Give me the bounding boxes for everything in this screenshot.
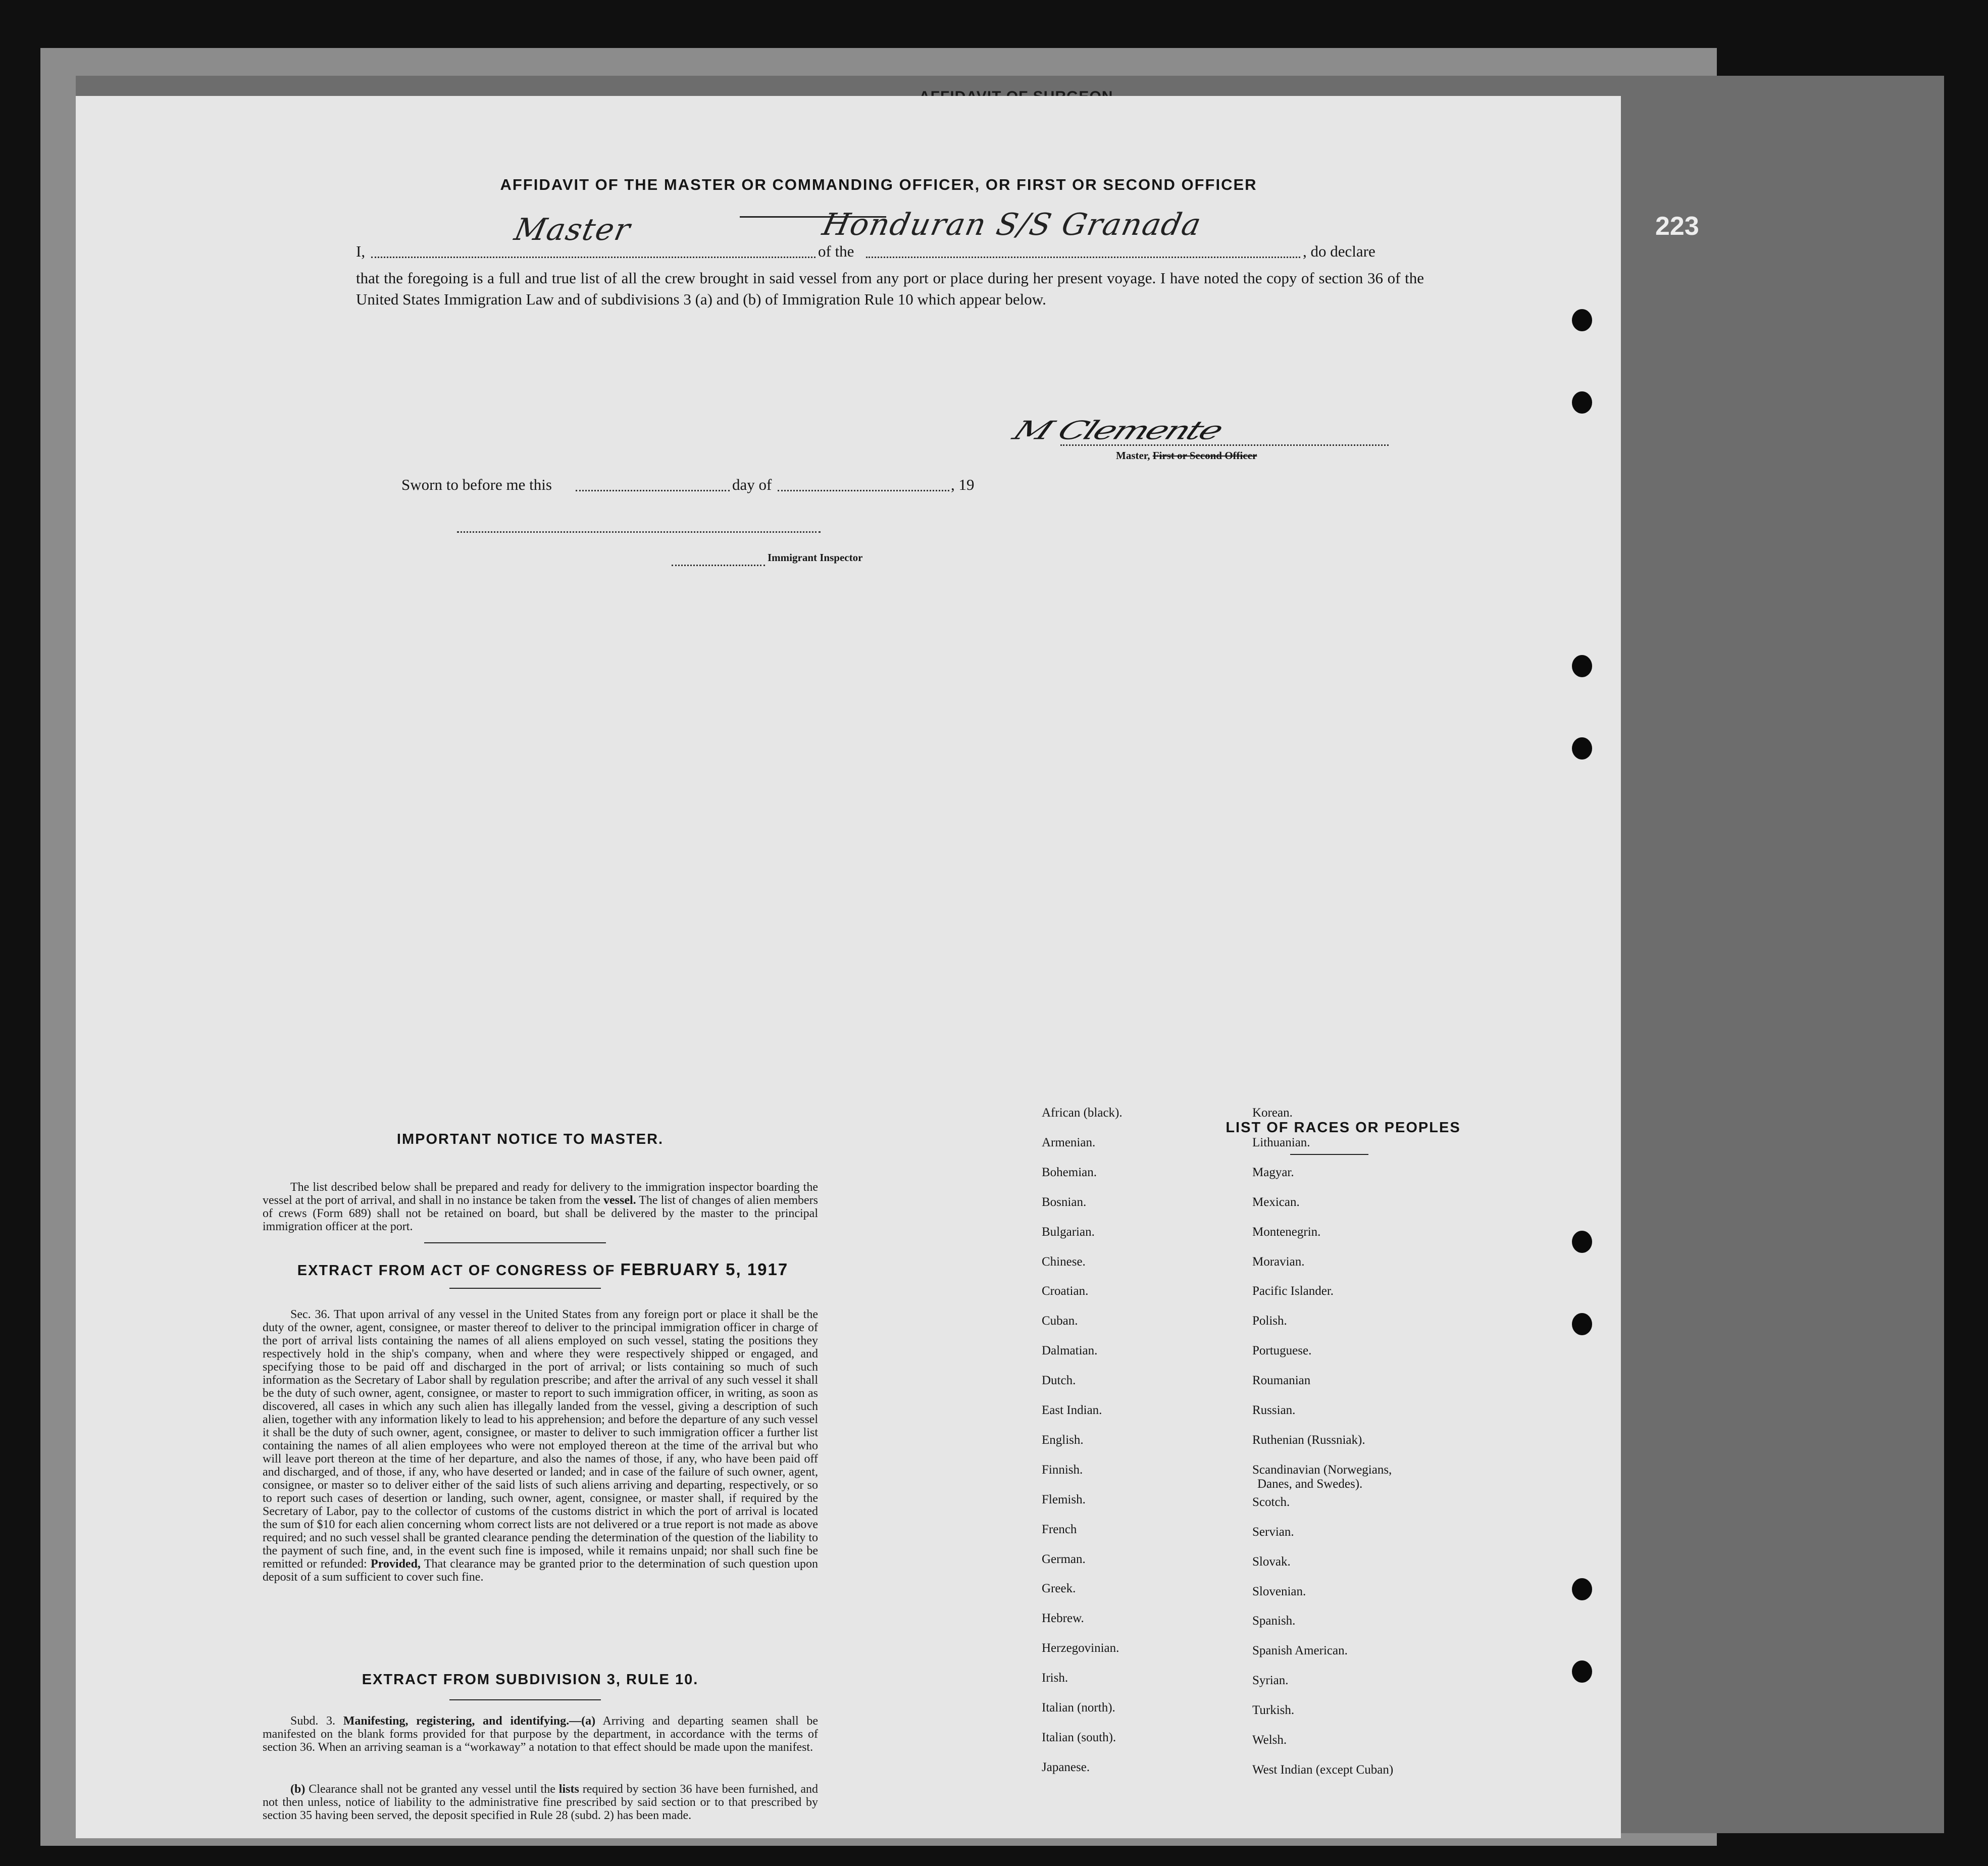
notice-heading: IMPORTANT NOTICE TO MASTER.: [396, 1131, 664, 1147]
race-item: Croatian.: [1042, 1284, 1089, 1298]
race-item: Spanish.: [1252, 1614, 1296, 1628]
extract-act-heading-text: EXTRACT FROM ACT OF CONGRESS OF: [297, 1263, 616, 1279]
subd-b-bold: (b): [290, 1783, 305, 1796]
subd-b-body-2: required by section 36 have been furnished, and not then unless, notice of liability to the administrative fine prescribed by said section or to that prescribed by section 35 having been served, the deposit specified in Rule 28 (subd. 2) has been made.: [263, 1783, 819, 1822]
declaration-statement: that the foregoing is a full and true list of all the crew brought in said vessel from any port or place during her present voyage. I have noted the copy of section 36 of the United States Immigration Law and of subdivisions 3 (a) and (b) of Immigration Rule 10 which appear below.: [356, 269, 1424, 308]
signature-caption-struck: First or Second Officer: [1152, 449, 1257, 462]
race-item: Scotch.: [1252, 1495, 1290, 1509]
page-number: 223: [1655, 212, 1699, 241]
race-item: French: [1042, 1523, 1077, 1536]
race-item: Korean.: [1252, 1106, 1293, 1120]
vessel-blank: [866, 257, 1300, 258]
race-item: Chinese.: [1042, 1255, 1086, 1269]
binder-hole: [1572, 737, 1592, 760]
race-item: Bohemian.: [1042, 1166, 1097, 1179]
binder-hole: [1572, 1231, 1592, 1253]
vessel-name-handwritten: Honduran S/S Granada: [819, 207, 1205, 242]
race-item: Slovenian.: [1252, 1585, 1306, 1598]
inspector-signature-line: [457, 531, 821, 533]
race-item: Greek.: [1042, 1582, 1076, 1595]
subd-b-body-1: Clearance shall not be granted any vessel until the: [309, 1783, 555, 1796]
notice-text-1: The list described below shall be prepared and ready for delivery to the immigration inspector boarding the vessel at the port of arrival, and shall in no instance be taken from the: [263, 1181, 818, 1207]
i-prefix: I,: [356, 242, 366, 260]
race-item: Irish.: [1042, 1671, 1068, 1685]
affidavit-sheet: [76, 96, 1621, 1838]
section-36-text: [263, 1308, 818, 1584]
race-item: Mexican.: [1252, 1195, 1300, 1209]
binder-hole: [1572, 309, 1592, 331]
notice-body: [263, 1181, 818, 1233]
subd-a-bold: Manifesting, registering, and identifying.—(a): [343, 1714, 596, 1728]
race-item: Roumanian: [1252, 1374, 1311, 1387]
extract-act-heading-date: FEBRUARY 5, 1917: [620, 1260, 789, 1279]
sworn-label: Sworn to before me this: [401, 476, 552, 493]
subd-prefix: Subd. 3.: [290, 1714, 336, 1728]
race-item: Flemish.: [1042, 1493, 1086, 1506]
master-name-handwritten: Master: [511, 212, 634, 247]
extract-rule-heading: EXTRACT FROM SUBDIVISION 3, RULE 10.: [362, 1672, 699, 1688]
race-item: Finnish.: [1042, 1463, 1083, 1477]
subdivision-a-text: [263, 1714, 818, 1754]
subd-b-lists: lists: [558, 1783, 579, 1796]
binder-hole: [1572, 391, 1592, 414]
race-item: Hebrew.: [1042, 1611, 1084, 1625]
race-item: German.: [1042, 1552, 1086, 1566]
name-blank: [371, 257, 815, 258]
race-item: Montenegrin.: [1252, 1225, 1321, 1239]
race-item: West Indian (except Cuban): [1252, 1763, 1394, 1777]
race-item: Italian (north).: [1042, 1701, 1115, 1714]
extract-act-divider: [449, 1288, 601, 1289]
sworn-day-blank: [576, 490, 730, 491]
day-of-label: day of: [732, 476, 772, 493]
affidavit-title: AFFIDAVIT OF THE MASTER OR COMMANDING OFFICER, OR FIRST OR SECOND OFFICER: [500, 176, 1257, 193]
extract-rule-divider: [449, 1699, 601, 1700]
inspector-label: Immigrant Inspector: [768, 551, 863, 564]
race-item: Armenian.: [1042, 1136, 1096, 1149]
race-item: Portuguese.: [1252, 1344, 1312, 1357]
of-the-label: of the: [818, 242, 854, 260]
signature-line: [1060, 444, 1389, 446]
signature-caption-master: Master,: [1116, 449, 1150, 462]
binder-hole: [1572, 655, 1592, 677]
race-item: Herzegovinian.: [1042, 1641, 1119, 1655]
race-item: East Indian.: [1042, 1403, 1102, 1417]
race-item: Spanish American.: [1252, 1644, 1348, 1657]
inspector-short-line: [672, 565, 765, 566]
race-item: Turkish.: [1252, 1703, 1295, 1717]
race-item: Russian.: [1252, 1403, 1296, 1417]
extract-act-heading: [260, 1260, 826, 1279]
binder-hole: [1572, 1578, 1592, 1600]
race-item: Japanese.: [1042, 1760, 1090, 1774]
sworn-month-blank: [778, 490, 949, 491]
race-item: Bosnian.: [1042, 1195, 1087, 1209]
race-item: Cuban.: [1042, 1314, 1078, 1328]
races-heading: LIST OF RACES OR PEOPLES: [1226, 1120, 1461, 1136]
race-item: African (black).: [1042, 1106, 1123, 1120]
subdivision-b-text: [263, 1783, 818, 1822]
race-item: Welsh.: [1252, 1733, 1287, 1747]
notice-text-bold: vessel.: [603, 1194, 636, 1207]
race-item: Italian (south).: [1042, 1731, 1116, 1744]
race-item: Danes, and Swedes).: [1257, 1477, 1363, 1491]
race-item: Bulgarian.: [1042, 1225, 1095, 1239]
section-36-proviso: That clearance may be granted prior to the determination of such question upon deposit of a sum sufficient to cover such fine.: [263, 1557, 819, 1584]
binder-hole: [1572, 1660, 1592, 1683]
signature-caption: [1116, 449, 1257, 462]
races-divider: [1290, 1154, 1368, 1155]
race-item: Polish.: [1252, 1314, 1287, 1328]
race-item: Slovak.: [1252, 1555, 1291, 1569]
master-signature: M Clemente: [1008, 415, 1227, 445]
race-item: Ruthenian (Russniak).: [1252, 1433, 1365, 1447]
race-item: English.: [1042, 1433, 1084, 1447]
race-item: Lithuanian.: [1252, 1136, 1310, 1149]
race-item: Servian.: [1252, 1525, 1294, 1539]
sworn-line: [401, 476, 1108, 498]
section-36-body: Sec. 36. That upon arrival of any vessel in the United States from any foreign port or place it shall be the duty of the owner, agent, consignee, or master thereof to deliver to the principal immigration officer in charge of the port of arrival lists containing the names of all aliens employed on such vessel, stating the positions they respectively hold in the ship's company, when and where they were respectively shipped or engaged, and specifying those to be paid off and discharged in the port of arrival; or lists containing so much of such information as the Secretary of Labor shall by regulation prescribe; and after the arrival of any such vessel it shall be the duty of such owner, agent, consignee, or master to report to such immigration officer, in writing, as soon as discovered, all cases in which any such alien has illegally landed from the vessel, giving a description of such alien, together with any information likely to lead to his apprehension; and before the departure of any such vessel it shall be the duty of such owner, agent, consignee, or master to deliver to such immigration officer a further list containing the names of all alien employees who were not employed thereon at the time of the arrival but who will leave port thereon at the time of her departure, and also the names of those, if any, who have been paid off and discharged, and of those, if any, who have deserted or landed; and in case of the failure of such owner, agent, consignee, or master so to deliver either of the said lists of such aliens arriving and departing, respectively, or so to report such cases of desertion or landing, such owner, agent, consignee, or master shall, if required by the Secretary of Labor, pay to the collector of customs of the customs district in which the port of arrival is located the sum of $10 for each alien concerning whom correct lists are not delivered or a true report is not made as above required; and no such vessel shall be granted clearance pending the determination of the question of the liability to the payment of such fine, and, in the event such fine is imposed, while it remains unpaid; nor shall such fine be remitted or refunded:: [263, 1308, 818, 1571]
race-item: Moravian.: [1252, 1255, 1305, 1269]
race-item: Pacific Islander.: [1252, 1284, 1334, 1298]
race-item: Dutch.: [1042, 1374, 1076, 1387]
do-declare-label: , do declare: [1303, 242, 1375, 260]
race-item: Syrian.: [1252, 1674, 1289, 1687]
binder-hole: [1572, 1313, 1592, 1335]
race-item: Magyar.: [1252, 1166, 1294, 1179]
provided-bold: Provided,: [371, 1557, 421, 1571]
notice-text-2: The list of changes of alien members of crews (Form 689) shall not be retained on board, but shall be delivered by the master to the principal immigration officer at the port.: [263, 1194, 819, 1233]
year-prefix: , 19: [951, 476, 975, 493]
subd-a-body: Arriving and departing seamen shall be manifested on the blank forms provided for that purpose by the department, in accordance with the terms of section 36. When an arriving seaman is a “workaway” a notation to that effect should be made upon the manifest.: [263, 1714, 818, 1754]
notice-divider: [424, 1242, 606, 1243]
race-item: Scandinavian (Norwegians,: [1252, 1463, 1392, 1477]
race-item: Dalmatian.: [1042, 1344, 1098, 1357]
